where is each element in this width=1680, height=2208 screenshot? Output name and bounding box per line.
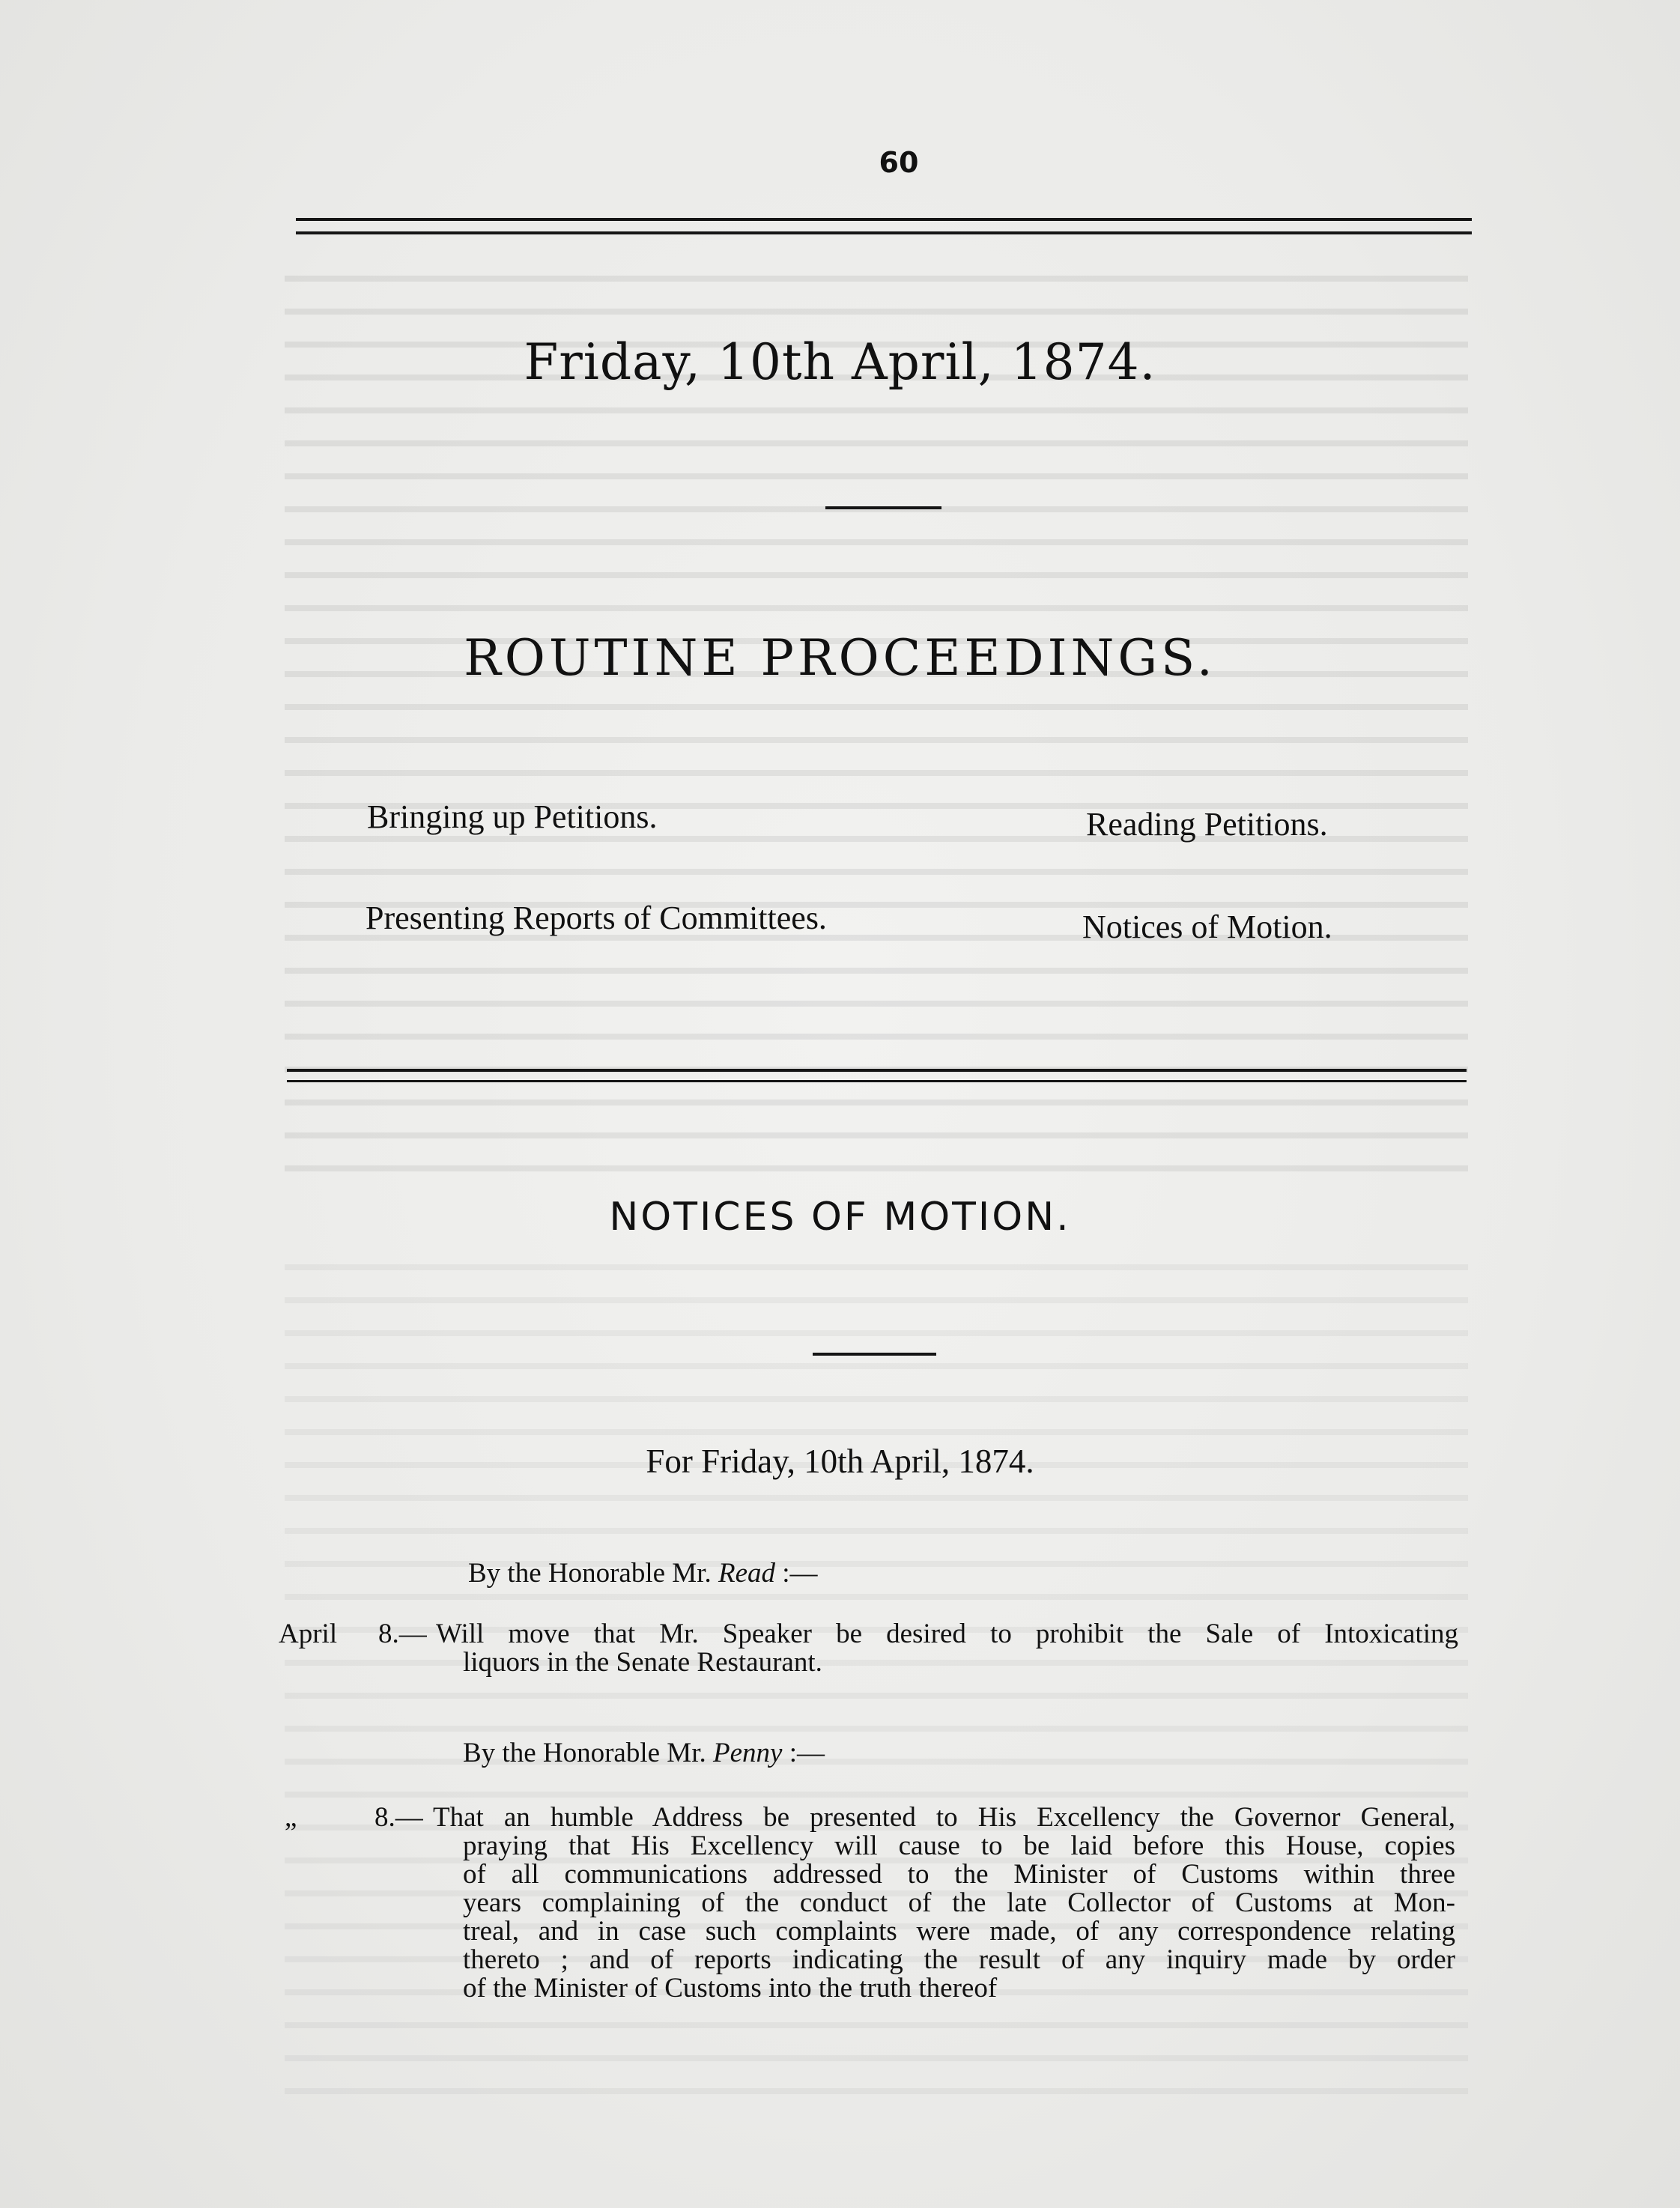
routine-rule-bottom (287, 1080, 1467, 1082)
mover-name: Penny (712, 1738, 783, 1768)
routine-item-reading-petitions: Reading Petitions. (1086, 806, 1328, 843)
motion-2-text (433, 1804, 1455, 2003)
routine-proceedings-heading: ROUTINE PROCEEDINGS. (464, 629, 1216, 687)
motion-2-line: of all communications addressed to the Minister of Customs within three (463, 1859, 1455, 1890)
routine-item-presenting-reports: Presenting Reports of Committees. (366, 900, 827, 936)
session-date-title: Friday, 10th April, 1874. (524, 333, 1156, 391)
motion-2-mover (463, 1739, 825, 1768)
motion-2-line: thereto ; and of reports indicating the result of any inquiry made by order (463, 1944, 1455, 1975)
mover-prefix: By the Honorable Mr. (463, 1738, 706, 1768)
header-rule-bottom (296, 231, 1472, 234)
motion-1-line: liquors in the Senate Restaurant. (463, 1647, 822, 1678)
motion-2-entry-label: 8.— (374, 1802, 423, 1833)
motion-1-text (436, 1620, 1458, 1677)
bleed-through-texture (285, 255, 1468, 1191)
motion-1-mover (468, 1559, 818, 1588)
mover-prefix: By the Honorable Mr. (468, 1558, 712, 1589)
notices-short-rule (813, 1353, 936, 1356)
motion-2-line: praying that His Excellency will cause to be laid before this House, copies (463, 1831, 1455, 1861)
motion-1-line: Will move that Mr. Speaker be desired to prohibit the Sale of Intoxicating (436, 1619, 1458, 1649)
page-number: 60 (879, 146, 919, 179)
routine-item-notices-of-motion: Notices of Motion. (1082, 909, 1332, 945)
mover-suffix: :— (782, 1558, 818, 1589)
mover-suffix: :— (789, 1738, 825, 1768)
title-short-rule (825, 506, 941, 509)
mover-name: Read (718, 1558, 776, 1589)
motion-2-line: years complaining of the conduct of the late Collector of Customs at Mon- (463, 1887, 1455, 1918)
motion-1-entry-label: 8.— (378, 1619, 427, 1649)
motion-2-line: treal, and in case such complaints were made, of any correspondence relating (463, 1916, 1455, 1947)
notices-for-date: For Friday, 10th April, 1874. (646, 1443, 1034, 1480)
routine-rule-top (287, 1069, 1467, 1072)
routine-item-bringing-up-petitions: Bringing up Petitions. (367, 798, 658, 835)
motion-2-date-month: „ (285, 1802, 297, 1833)
header-rule-top (296, 218, 1472, 221)
motion-1-date-month: April (279, 1619, 338, 1649)
motion-2-line: of the Minister of Customs into the truth thereof (463, 1973, 998, 2004)
motion-2-line: That an humble Address be presented to His Excellency the Governor General, (433, 1802, 1455, 1833)
notices-of-motion-heading: NOTICES OF MOTION. (609, 1195, 1071, 1240)
